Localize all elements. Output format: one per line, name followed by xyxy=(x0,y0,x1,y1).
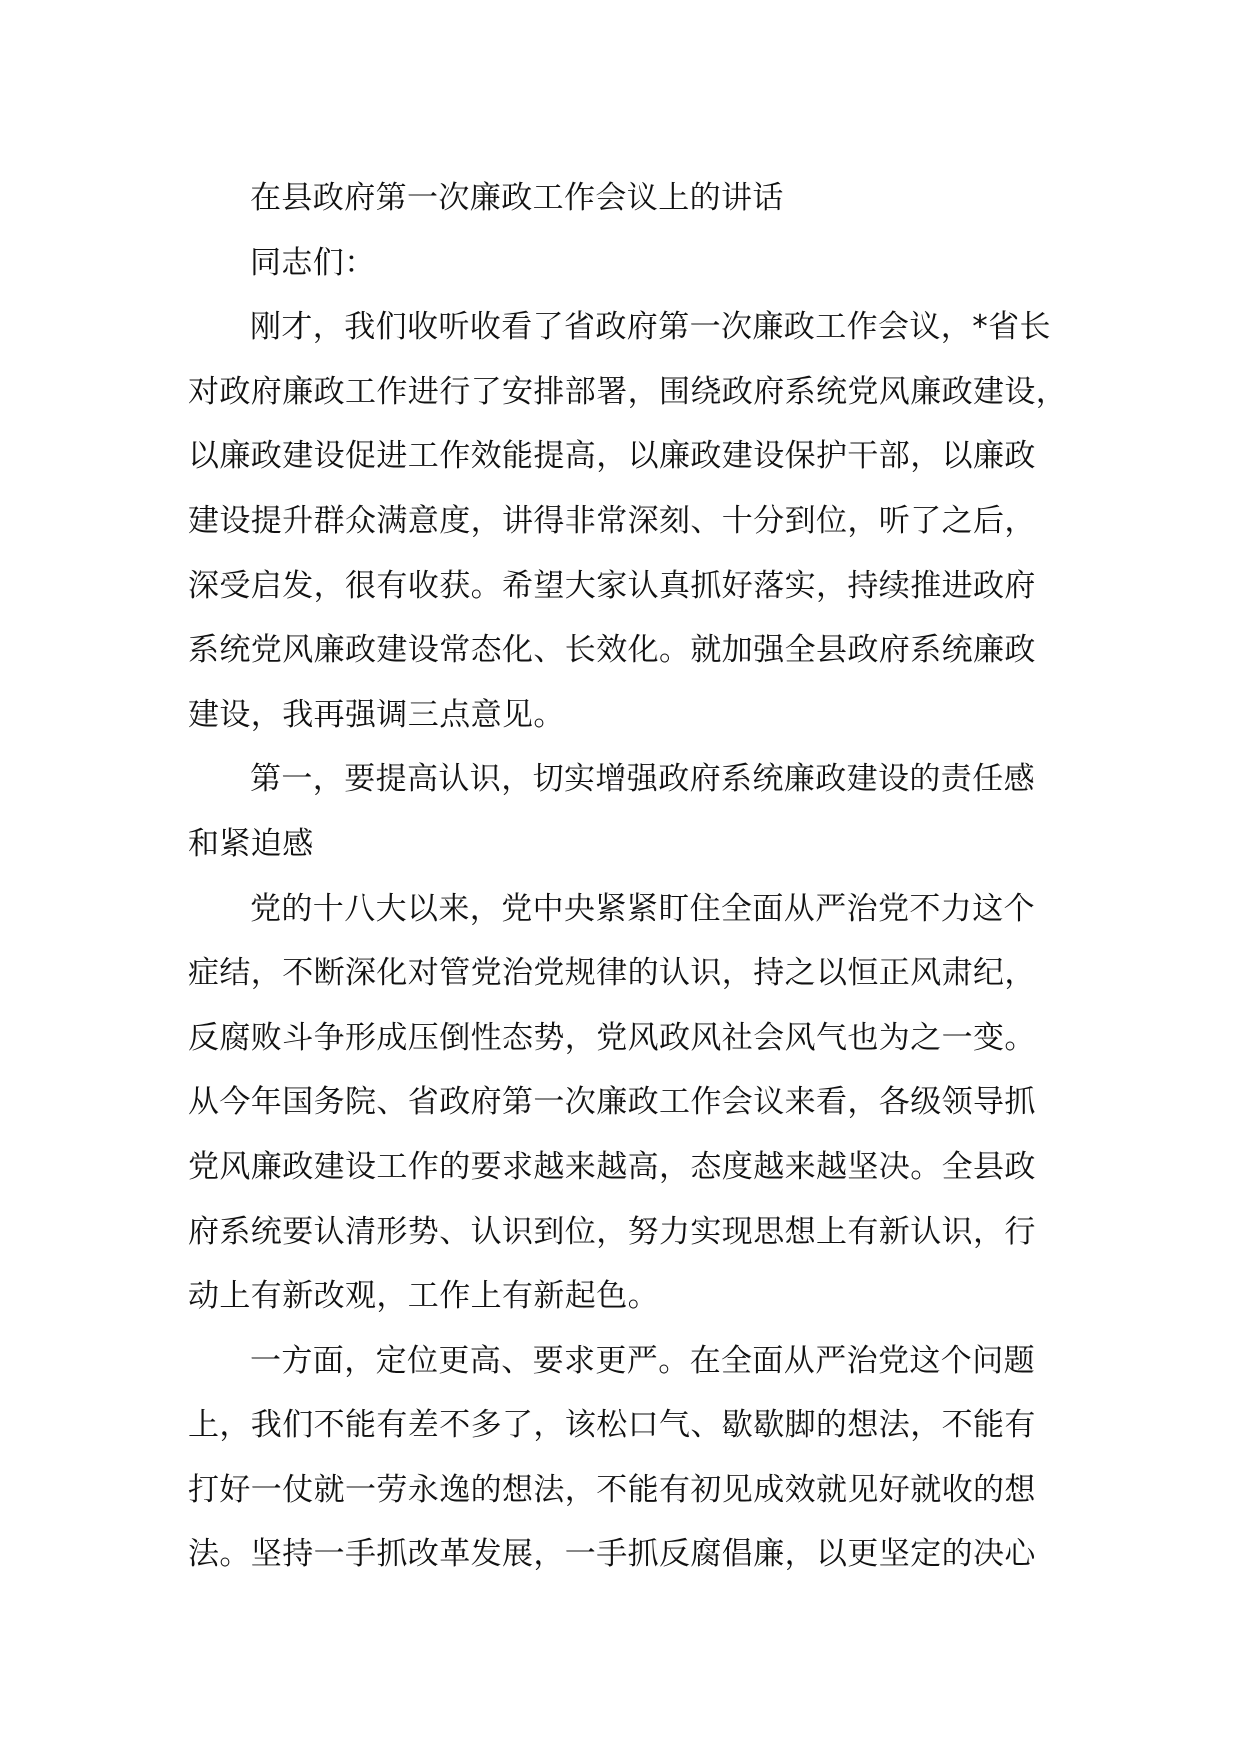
text-line: 一方面，定位更高、要求更严。在全面从严治党这个问题 xyxy=(250,1342,1035,1379)
document-body xyxy=(188,166,1068,1587)
text-line: 症结，不断深化对管党治党规律的认识，持之以恒正风肃纪， xyxy=(188,955,1036,992)
text-line: 系统党风廉政建设常态化、长效化。就加强全县政府系统廉政 xyxy=(188,632,1036,669)
text-line: 建设，我再强调三点意见。 xyxy=(188,696,565,733)
section-heading: 第一，要提高认识，切实增强政府系统廉政建设的责任感 xyxy=(250,761,1035,798)
text-line: 以廉政建设促进工作效能提高，以廉政建设保护干部，以廉政 xyxy=(188,438,1036,475)
text-line: 从今年国务院、省政府第一次廉政工作会议来看，各级领导抓 xyxy=(188,1084,1036,1121)
text-line: 打好一仗就一劳永逸的想法，不能有初见成效就见好就收的想 xyxy=(188,1471,1036,1508)
text-line: 深受启发，很有收获。希望大家认真抓好落实，持续推进政府 xyxy=(188,567,1036,604)
text-line: 府系统要认清形势、认识到位，努力实现思想上有新认识，行 xyxy=(188,1213,1036,1250)
document-title: 在县政府第一次廉政工作会议上的讲话 xyxy=(250,180,784,216)
text-line: 建设提升群众满意度，讲得非常深刻、十分到位，听了之后， xyxy=(188,502,1036,539)
salutation: 同志们： xyxy=(250,244,376,281)
text-line: 党风廉政建设工作的要求越来越高，态度越来越坚决。全县政 xyxy=(188,1148,1036,1185)
text-line: 刚才，我们收听收看了省政府第一次廉政工作会议，*省长 xyxy=(250,309,1051,346)
section-heading: 和紧迫感 xyxy=(188,825,314,862)
text-line: 反腐败斗争形成压倒性态势，党风政风社会风气也为之一变。 xyxy=(188,1019,1036,1056)
text-line: 对政府廉政工作进行了安排部署，围绕政府系统党风廉政建设， xyxy=(188,373,1068,410)
text-line: 法。坚持一手抓改革发展，一手抓反腐倡廉，以更坚定的决心 xyxy=(188,1536,1036,1573)
text-line: 动上有新改观，工作上有新起色。 xyxy=(188,1278,659,1315)
text-line: 党的十八大以来，党中央紧紧盯住全面从严治党不力这个 xyxy=(250,890,1035,927)
text-line: 上，我们不能有差不多了，该松口气、歇歇脚的想法，不能有 xyxy=(188,1407,1036,1444)
